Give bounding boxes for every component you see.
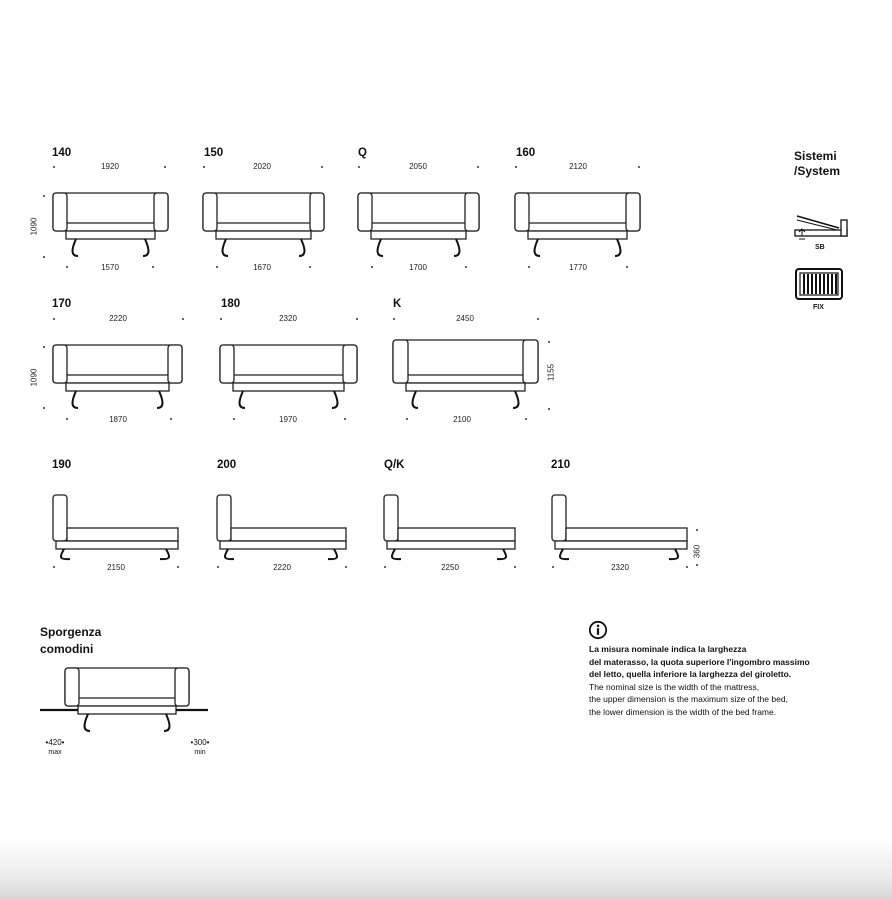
top-dimension: 1920 bbox=[101, 162, 119, 171]
bed-side-drawing bbox=[383, 494, 517, 562]
bottom-dimension: 1770 bbox=[569, 263, 587, 272]
bed-front-drawing bbox=[52, 190, 170, 260]
bed-front-drawing bbox=[219, 342, 359, 412]
fixed-slats-icon bbox=[795, 268, 843, 300]
info-icon bbox=[588, 620, 608, 640]
info-text-en-2: the upper dimension is the maximum size of the bed, bbox=[589, 694, 788, 704]
bottom-shadow bbox=[0, 839, 892, 899]
length-dimension: 2250 bbox=[441, 563, 459, 572]
system-title-en: /System bbox=[794, 164, 841, 178]
bed-front-drawing bbox=[357, 190, 481, 260]
storage-bed-icon bbox=[793, 214, 849, 244]
nightstand-left-dimension: •420• max bbox=[45, 738, 65, 756]
bed-front-drawing bbox=[52, 342, 184, 412]
nightstand-title-line2: comodini bbox=[40, 642, 94, 656]
info-text-en-3: the lower dimension is the width of the bed frame. bbox=[589, 706, 777, 717]
system-title-it: Sistemi bbox=[794, 149, 837, 163]
info-text-it-1: La misura nominale indica la larghezza bbox=[589, 644, 747, 654]
top-dimension: 2450 bbox=[456, 314, 474, 323]
info-text-it-2: del materasso, la quota superiore l'ingombro massimo bbox=[589, 656, 810, 667]
top-dimension: 2220 bbox=[109, 314, 127, 323]
bed-side-drawing bbox=[551, 494, 689, 562]
fix-label: FIX bbox=[813, 304, 824, 311]
bottom-dimension: 1570 bbox=[101, 263, 119, 272]
info-text-en-1: The nominal size is the width of the mattress, bbox=[589, 681, 760, 692]
top-dimension: 2020 bbox=[253, 162, 271, 171]
nightstand-drawing bbox=[40, 665, 210, 737]
top-dimension: 2050 bbox=[409, 162, 427, 171]
nightstand-right-dimension: •300• min bbox=[190, 738, 210, 756]
bed-front-drawing bbox=[514, 190, 642, 260]
bottom-dimension: 1970 bbox=[279, 415, 297, 424]
height-dimension: 1155 bbox=[546, 363, 556, 382]
height-dimension: 1090 bbox=[29, 368, 39, 387]
size-label: Q bbox=[358, 147, 367, 159]
info-text-it-3: del letto, quella inferiore la larghezza del giroletto. bbox=[589, 669, 792, 679]
size-label: 190 bbox=[52, 459, 72, 471]
length-dimension: 2220 bbox=[273, 563, 291, 572]
top-dimension: 2320 bbox=[279, 314, 297, 323]
size-label: 210 bbox=[551, 459, 571, 471]
size-label: Q/K bbox=[384, 459, 405, 471]
length-dimension: 2320 bbox=[611, 563, 629, 572]
size-label: 200 bbox=[217, 459, 237, 471]
size-label: 150 bbox=[204, 147, 224, 159]
height-dimension: 360 bbox=[692, 544, 702, 559]
bottom-dimension: 1700 bbox=[409, 263, 427, 272]
bottom-dimension: 1870 bbox=[109, 415, 127, 424]
bottom-dimension: 1670 bbox=[253, 263, 271, 272]
size-label: 180 bbox=[221, 298, 241, 310]
bottom-dimension: 2100 bbox=[453, 415, 471, 424]
bed-side-drawing bbox=[216, 494, 348, 562]
bed-side-drawing bbox=[52, 494, 180, 562]
size-label: 140 bbox=[52, 147, 72, 159]
size-label: K bbox=[393, 298, 402, 310]
length-dimension: 2150 bbox=[107, 563, 125, 572]
nightstand-title-line1: Sporgenza bbox=[40, 625, 102, 639]
height-dimension: 1090 bbox=[29, 217, 39, 236]
size-label: 160 bbox=[516, 147, 536, 159]
bed-front-drawing bbox=[202, 190, 326, 260]
bed-front-drawing bbox=[392, 337, 540, 412]
top-dimension: 2120 bbox=[569, 162, 587, 171]
size-label: 170 bbox=[52, 298, 72, 310]
sb-label: SB bbox=[815, 244, 825, 251]
